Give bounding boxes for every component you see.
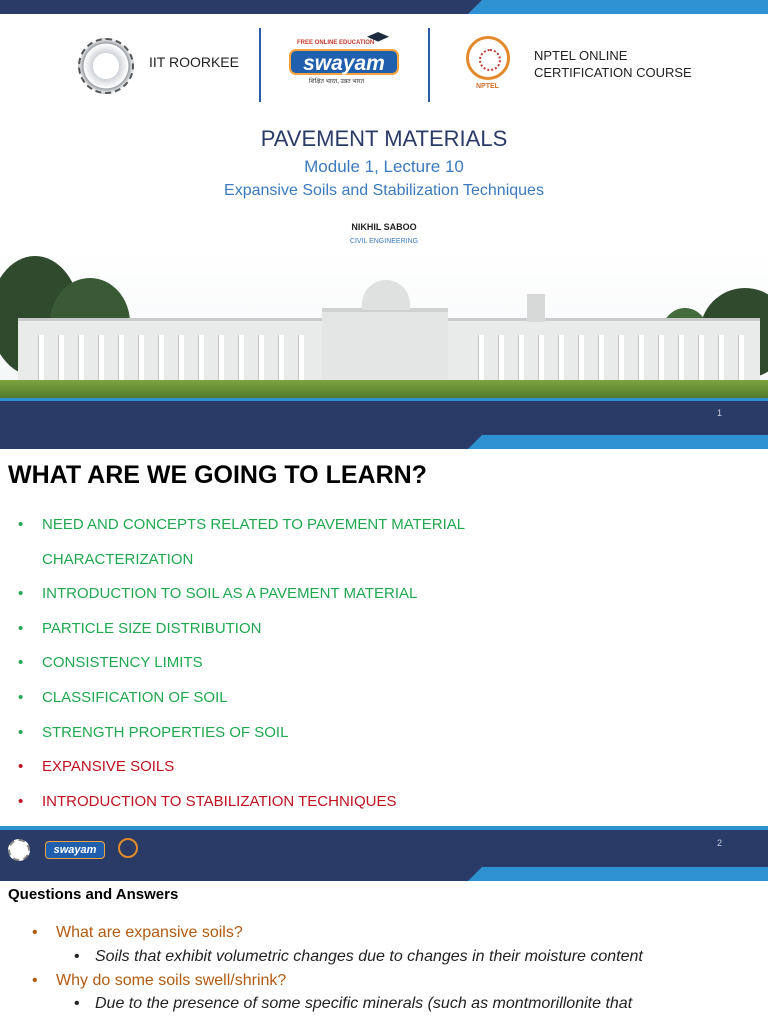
top-bar-accent — [468, 867, 768, 881]
iit-roorkee-seal-icon — [8, 839, 30, 861]
top-bar — [0, 435, 768, 449]
iit-roorkee-label: IIT ROORKEE — [149, 54, 239, 70]
campus-building-image — [0, 248, 768, 398]
iit-roorkee-seal-icon — [78, 38, 134, 94]
top-bar — [0, 0, 768, 14]
slide-title: WHAT ARE WE GOING TO LEARN? — [8, 461, 427, 489]
swayam-logo: swayam — [45, 841, 105, 859]
swayam-logo — [289, 40, 399, 86]
lecture-topic: Expansive Soils and Stabilization Techniques — [224, 182, 544, 199]
list-item: CHARACTERIZATION — [42, 550, 194, 568]
logo-row — [0, 26, 768, 104]
list-item: • CONSISTENCY LIMITS — [18, 654, 203, 672]
nptel-line-1: NPTEL ONLINE — [534, 48, 628, 63]
nptel-logo-icon — [118, 838, 138, 858]
nptel-small-label: NPTEL — [476, 83, 499, 90]
logo-divider — [259, 28, 261, 102]
list-item: • CLASSIFICATION OF SOIL — [18, 688, 228, 706]
page-number: 1 — [716, 408, 722, 418]
course-title: PAVEMENT MATERIALS — [260, 126, 508, 151]
module-lecture: Module 1, Lecture 10 — [304, 157, 464, 176]
list-item: • EXPANSIVE SOILS — [18, 758, 175, 776]
page-number: 2 — [716, 838, 722, 848]
author-name: NIKHIL SABOO — [351, 222, 417, 232]
slide-footer — [0, 398, 768, 435]
nptel-course-label — [534, 47, 692, 81]
topic-list — [18, 515, 465, 826]
list-item: • STRENGTH PROPERTIES OF SOIL — [18, 723, 289, 741]
list-item: • PARTICLE SIZE DISTRIBUTION — [18, 619, 262, 637]
slide-title: Questions and Answers — [8, 886, 179, 903]
swayam-top-text: FREE ONLINE EDUCATION — [297, 40, 375, 46]
list-item: • NEED AND CONCEPTS RELATED TO PAVEMENT MATERIAL — [18, 516, 466, 533]
swayam-name: swayam — [289, 49, 399, 75]
swayam-tagline: शिक्षित भारत, उन्नत भारत — [309, 79, 364, 85]
list-item: • INTRODUCTION TO SOIL AS A PAVEMENT MATERIAL — [18, 585, 418, 603]
title-slide — [0, 0, 768, 435]
logo-divider — [428, 28, 430, 102]
list-item: • INTRODUCTION TO STABILIZATION TECHNIQUES — [18, 792, 397, 810]
top-bar — [0, 867, 768, 881]
top-bar-accent — [468, 435, 768, 449]
nptel-logo-icon — [466, 36, 510, 80]
questions-slide: Questions and Answers • What are expansive soils? • Soils that exhibit volumetric changes due to changes in their moisture content • Why do some soils swell/shrink? • Due to the presence of some specific minerals (such as montmorillonite that — [0, 881, 768, 1024]
department-name: CIVIL ENGINEERING — [349, 238, 419, 245]
nptel-line-2: CERTIFICATION COURSE — [534, 65, 692, 80]
top-bar-accent — [468, 0, 768, 14]
learning-outcomes-slide — [0, 435, 768, 881]
